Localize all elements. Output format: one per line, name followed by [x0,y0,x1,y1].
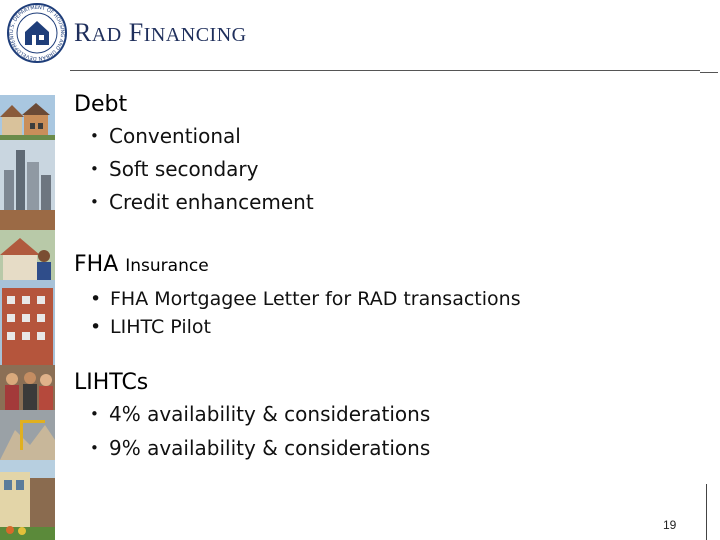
list-item: • 9% availability & considerations [90,436,431,460]
photo-strip [0,95,55,540]
photo-construction [0,410,55,460]
bullet-list-debt [90,124,314,223]
page-number: 19 [663,518,677,532]
hud-seal-logo [6,2,68,64]
photo-community [0,230,55,280]
list-item: • 4% availability & considerations [90,402,431,426]
photo-apartment-building [0,280,55,365]
photo-residents [0,365,55,410]
section-heading-fha-insurance: FHA Insurance [74,252,209,277]
bullet-list-fha [90,288,521,344]
bullet-list-lihtcs [90,402,430,470]
section-heading-debt: Debt [74,92,128,117]
seal-lettering: U.S. DEPARTMENT OF HOUSING AND URBAN DEVELOPMENT [8,4,66,62]
list-item: • FHA Mortgagee Letter for RAD transactions [90,288,521,310]
photo-houses [0,95,55,140]
list-item: • Soft secondary [90,157,259,181]
footer-divider [706,484,707,540]
photo-city-skyline [0,140,55,230]
header-rule [70,70,700,71]
list-item: • Credit enhancement [90,190,314,214]
section-heading-lihtcs: LIHTCs [74,370,149,395]
list-item: • Conventional [90,124,241,148]
photo-street-storefront [0,460,55,540]
header-rule-tail [700,72,718,73]
list-item: • LIHTC Pilot [90,316,211,338]
page-title: RAD FINANCING [74,18,247,47]
